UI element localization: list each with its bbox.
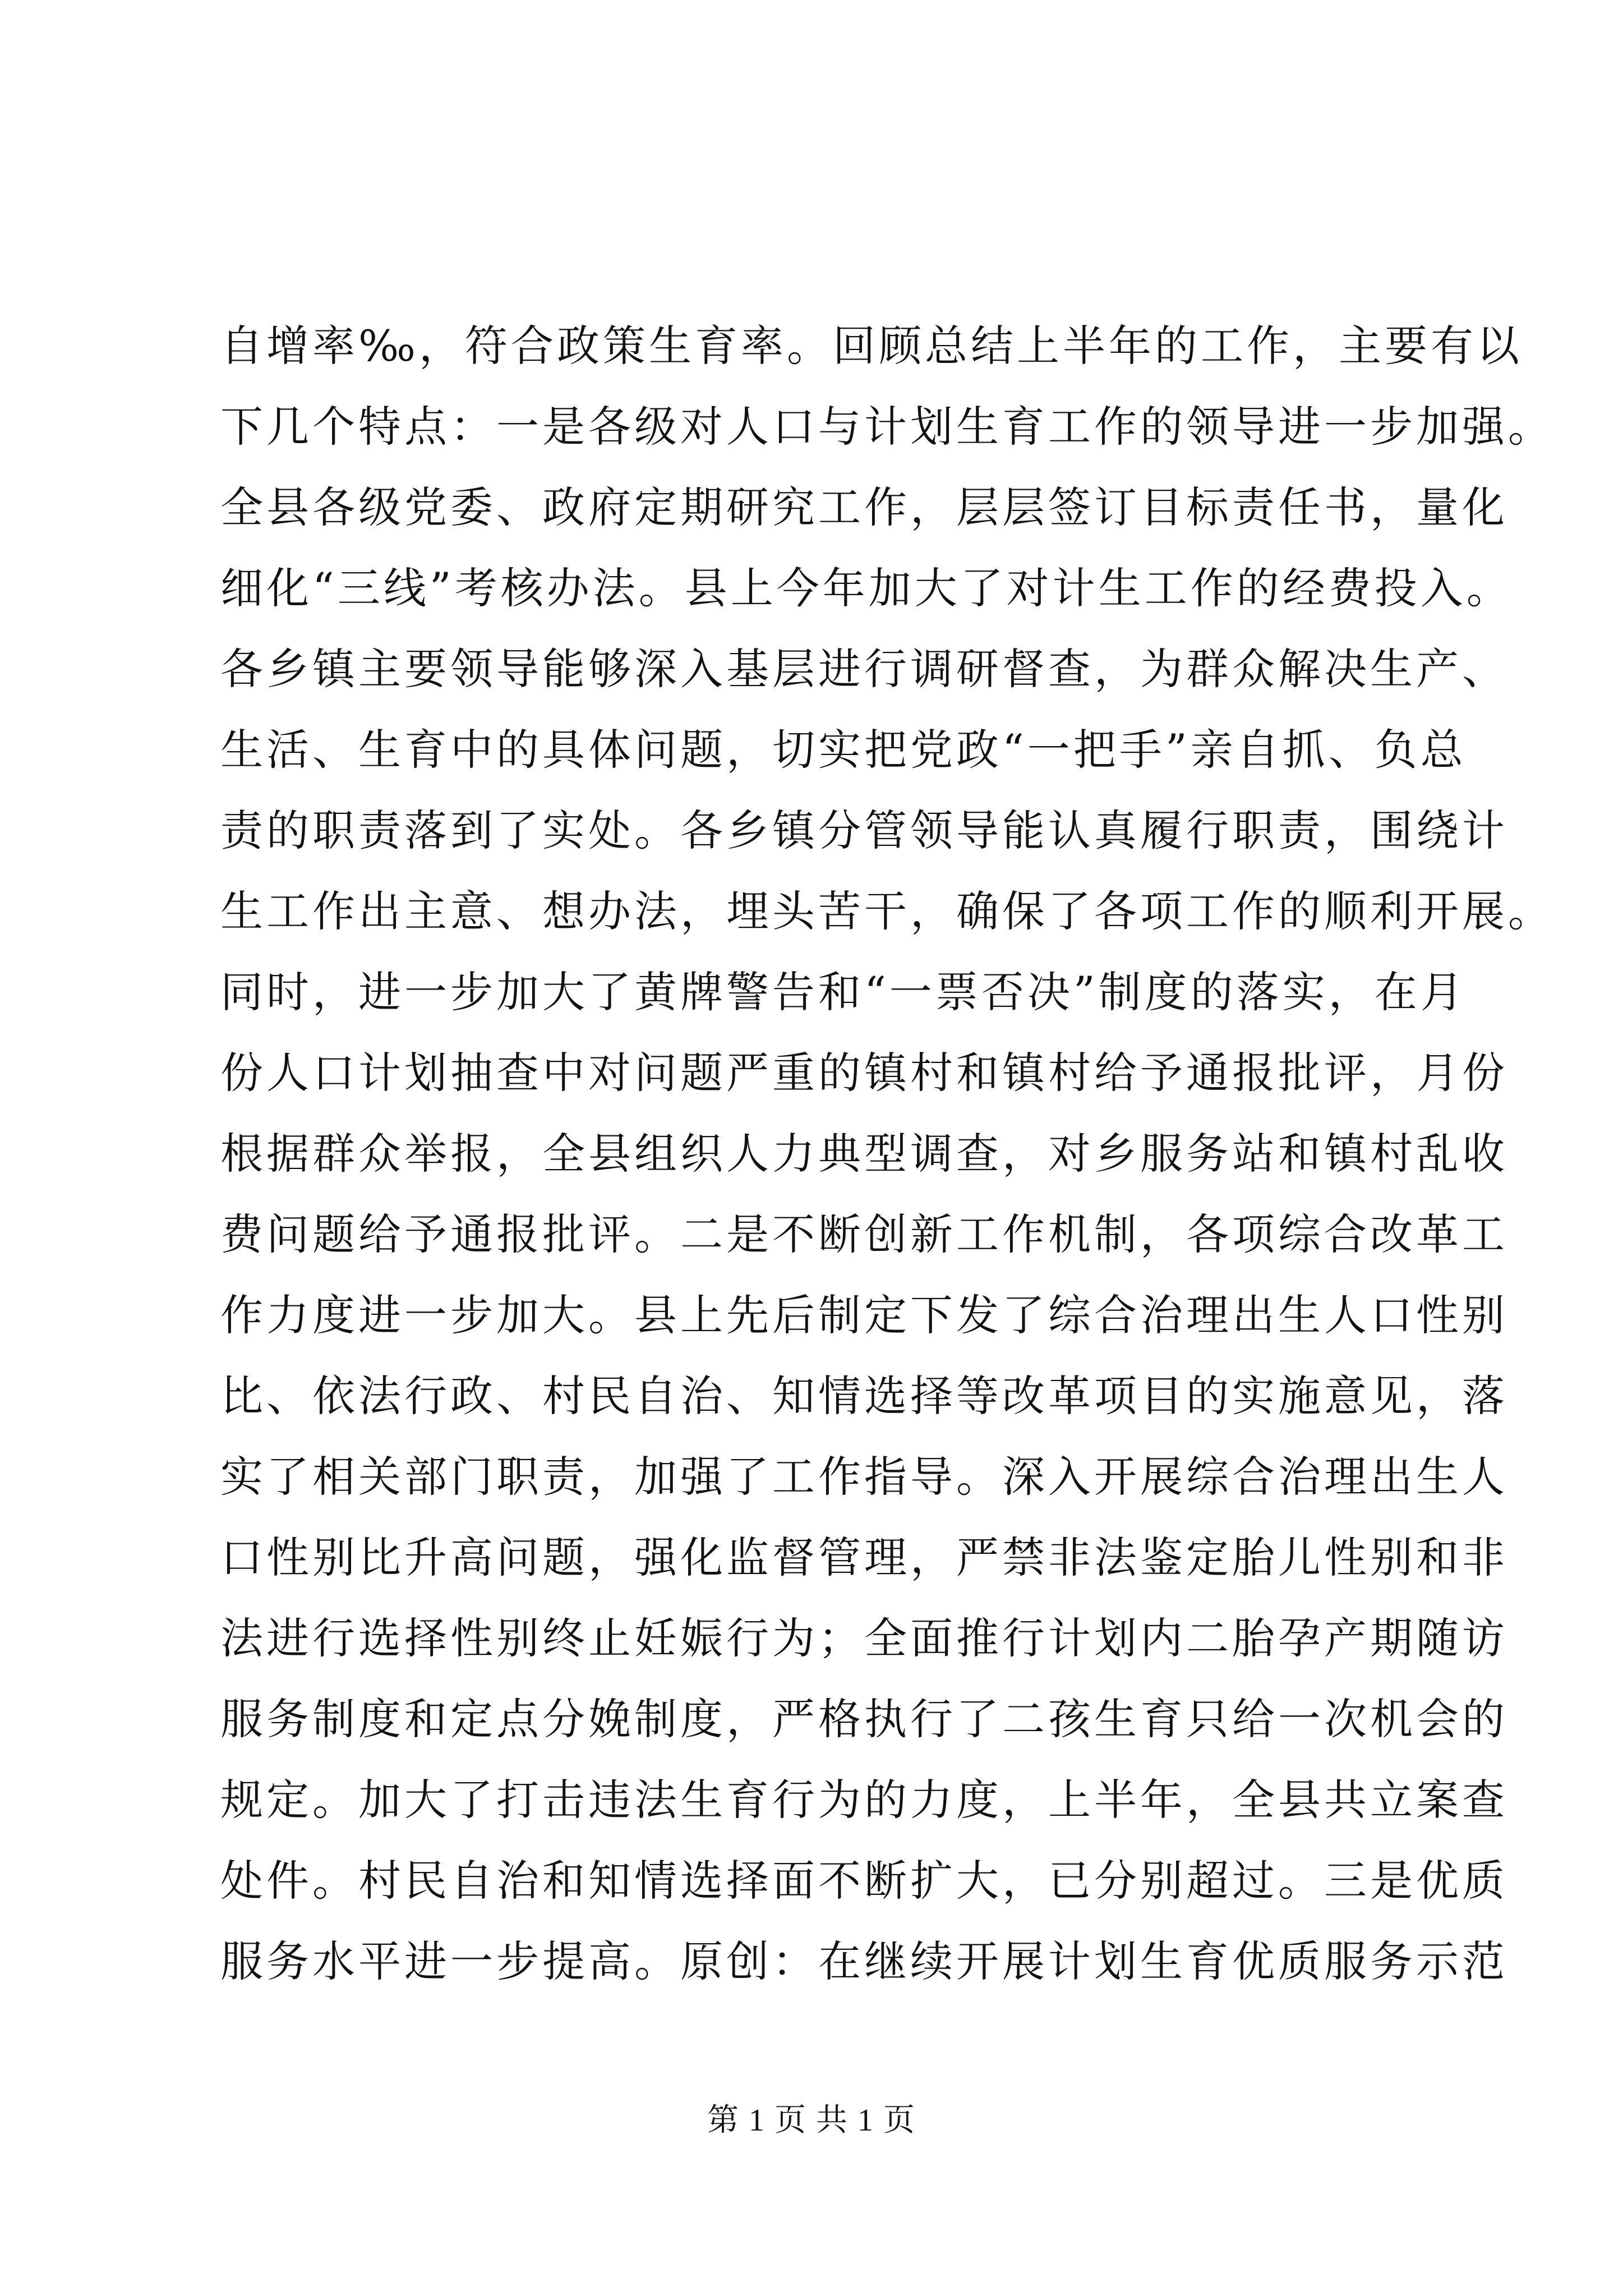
text-line: 各乡镇主要领导能够深入基层进行调研督查，为群众解决生产、 (220, 644, 1508, 694)
text-line: 服务水平进一步提高。原创：在继续开展计划生育优质服务示范 (220, 1936, 1508, 1986)
text-line: 根据群众举报，全县组织人力典型调查，对乡服务站和镇村乱收 (220, 1129, 1508, 1179)
text-line: 责的职责落到了实处。各乡镇分管领导能认真履行职责，围绕计 (220, 806, 1508, 855)
text-line: 服务制度和定点分娩制度，严格执行了二孩生育只给一次机会的 (220, 1694, 1508, 1744)
page-footer (0, 2095, 1623, 2140)
page-number: 第 1 页 共 1 页 (707, 2103, 916, 2138)
text-line: 自增率‰，符合政策生育率。回顾总结上半年的工作，主要有以 (220, 321, 1523, 371)
body-text (220, 306, 1554, 2002)
text-line: 法进行选择性别终止妊娠行为；全面推行计划内二胎孕产期随访 (220, 1613, 1508, 1663)
text-line: 比、依法行政、村民自治、知情选择等改革项目的实施意见，落 (220, 1371, 1508, 1421)
text-line: 规定。加大了打击违法生育行为的力度，上半年，全县共立案查 (220, 1775, 1508, 1825)
text-line: 细化“三线”考核办法。县上今年加大了对计生工作的经费投入。 (220, 563, 1513, 613)
text-line: 口性别比升高问题，强化监督管理，严禁非法鉴定胎儿性别和非 (220, 1533, 1508, 1582)
text-line: 全县各级党委、政府定期研究工作，层层签订目标责任书，量化 (220, 482, 1508, 532)
text-line: 处件。村民自治和知情选择面不断扩大，已分别超过。三是优质 (220, 1856, 1508, 1906)
text-line: 生工作出主意、想办法，埋头苦干，确保了各项工作的顺利开展。 (220, 886, 1554, 936)
text-line: 下几个特点：一是各级对人口与计划生育工作的领导进一步加强。 (220, 402, 1554, 452)
text-line: 同时，进一步加大了黄牌警告和“一票否决”制度的落实，在月 (220, 967, 1467, 1017)
text-line: 费问题给予通报批评。二是不断创新工作机制，各项综合改革工 (220, 1209, 1508, 1259)
text-line: 生活、生育中的具体问题，切实把党政“一把手”亲自抓、负总 (220, 725, 1467, 775)
text-line: 实了相关部门职责，加强了工作指导。深入开展综合治理出生人 (220, 1452, 1508, 1502)
text-line: 作力度进一步加大。县上先后制定下发了综合治理出生人口性别 (220, 1290, 1508, 1340)
text-line: 份人口计划抽查中对问题严重的镇村和镇村给予通报批评，月份 (220, 1048, 1508, 1098)
